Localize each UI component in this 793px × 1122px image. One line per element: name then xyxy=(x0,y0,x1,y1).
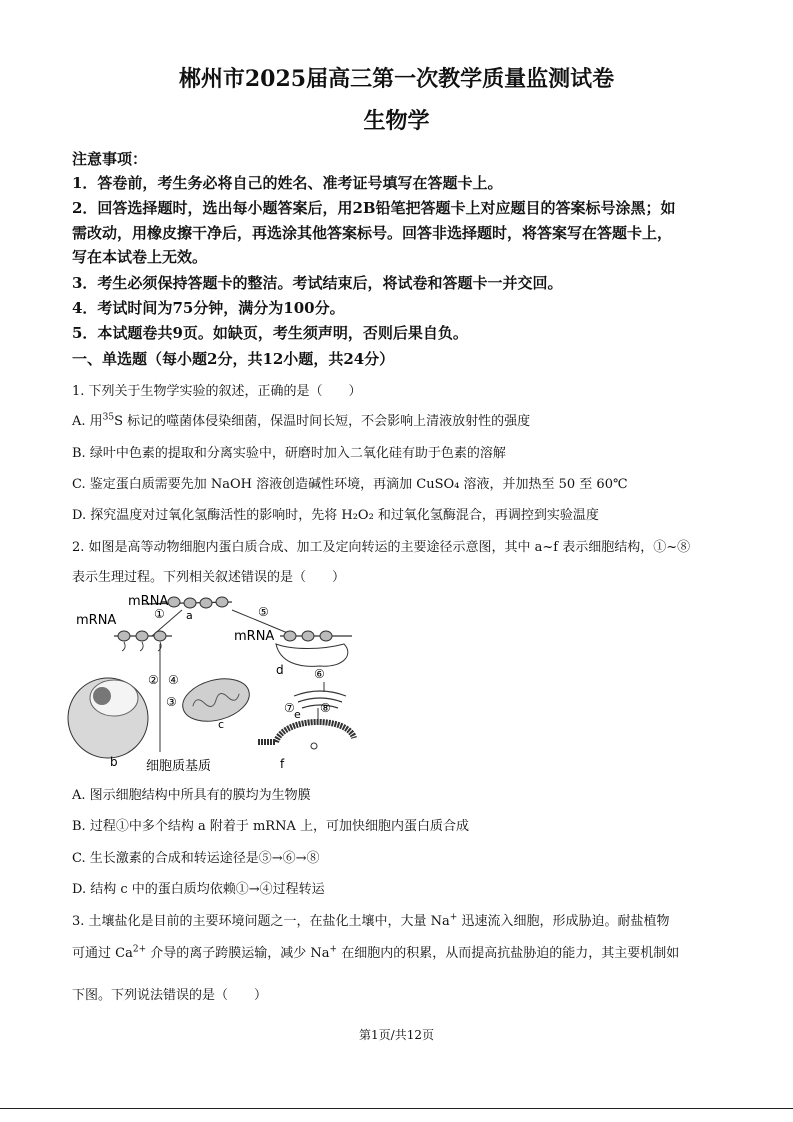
label-process-8: ⑧ xyxy=(320,701,331,715)
cell-membrane-f xyxy=(258,722,354,742)
notice-heading: 注意事项： xyxy=(72,150,148,168)
q3-line3: 下图。下列说法错误的是（ ） xyxy=(72,988,268,1003)
exam-title: 郴州市2025届高三第一次教学质量监测试卷 xyxy=(178,66,615,92)
er-structure-d xyxy=(276,644,348,666)
q2-option-c: C. 生长激素的合成和转运途径是⑤→⑥→⑧ xyxy=(72,851,320,866)
label-mrna-left: mRNA xyxy=(76,613,117,628)
q1-option-a xyxy=(72,410,530,429)
page-bottom-divider xyxy=(0,1108,793,1109)
label-b: b xyxy=(110,755,118,769)
q1-option-c: C. 鉴定蛋白质需要先加 NaOH 溶液创造碱性环境，再滴加 CuSO₄ 溶液，并加热至 50 至 60℃ xyxy=(72,477,628,492)
q3-line2 xyxy=(72,942,679,961)
notice-item: 5．本试题卷共9页。如缺页，考生须声明，否则后果自负。 xyxy=(72,324,468,342)
protein-transport-diagram xyxy=(62,588,362,778)
q3-line1-superscript: + xyxy=(449,912,458,923)
subject-title: 生物学 xyxy=(363,108,430,134)
label-mrna-right: mRNA xyxy=(234,629,275,644)
q1-a-text: S 标记的噬菌体侵染细菌，保温时间长短，不会影响上清液放射性的强度 xyxy=(114,414,531,429)
q3-line2-superscript2: + xyxy=(329,944,338,955)
label-mrna-top: mRNA xyxy=(128,594,169,609)
label-process-5: ⑤ xyxy=(258,605,269,619)
q2-option-d: D. 结构 c 中的蛋白质均依赖①→④过程转运 xyxy=(72,882,325,897)
q3-line1-text: 3. 土壤盐化是目前的主要环境问题之一，在盐化土壤中，大量 Na xyxy=(72,914,450,929)
q3-line2-superscript: 2+ xyxy=(132,944,147,955)
q1-stem: 1. 下列关于生物学实验的叙述，正确的是（ ） xyxy=(72,384,362,399)
page-number: 第1页/共12页 xyxy=(359,1028,434,1042)
q2-option-a: A. 图示细胞结构中所具有的膜均为生物膜 xyxy=(72,788,311,803)
label-c: c xyxy=(218,718,225,731)
q2-stem-line1: 2. 如图是高等动物细胞内蛋白质合成、加工及定向转运的主要途径示意图，其中 a~f 表示细胞结构，①~⑧ xyxy=(72,540,691,555)
q1-a-prefix: A. 用 xyxy=(72,414,103,429)
section-heading: 一、单选题（每小题2分，共12小题，共24分） xyxy=(72,350,395,368)
ribosomes-left xyxy=(118,631,166,641)
q3-line2-text-end: 在细胞内的积累，从而提高抗盐胁迫的能力，其主要机制如 xyxy=(337,946,680,961)
q3-line2-text-mid: 介导的离子跨膜运输，减少 Na xyxy=(146,946,330,961)
label-process-2: ② xyxy=(148,673,159,687)
q1-option-b: B. 绿叶中色素的提取和分离实验中，研磨时加入二氧化硅有助于色素的溶解 xyxy=(72,446,506,461)
q3-line1 xyxy=(72,910,669,929)
q2-option-b: B. 过程①中多个结构 a 附着于 mRNA 上，可加快细胞内蛋白质合成 xyxy=(72,819,469,834)
label-process-7: ⑦ xyxy=(284,701,295,715)
q3-line2-text: 可通过 Ca xyxy=(72,946,133,961)
q1-a-superscript: 35 xyxy=(102,412,115,423)
label-process-4: ④ xyxy=(168,673,179,687)
ribosomes-right xyxy=(284,631,332,641)
label-f: f xyxy=(280,757,285,771)
label-a: a xyxy=(186,609,193,622)
q3-line1-text-end: 迅速流入细胞，形成胁迫。耐盐植物 xyxy=(457,914,670,929)
label-cytosol: 细胞质基质 xyxy=(146,759,212,774)
notice-item: 4．考试时间为75分钟，满分为100分。 xyxy=(72,299,345,317)
notice-item: 2．回答选择题时，选出每小题答案后，用2B铅笔把答题卡上对应题目的答案标号涂黑；如 xyxy=(72,199,676,217)
notice-item: 1．答卷前，考生务必将自己的姓名、准考证号填写在答题卡上。 xyxy=(72,174,503,192)
label-process-1: ① xyxy=(154,607,165,621)
notice-item: 3．考生必须保持答题卡的整洁。考试结束后，将试卷和答题卡一并交回。 xyxy=(72,274,563,292)
q2-stem-line2: 表示生理过程。下列相关叙述错误的是（ ） xyxy=(72,570,346,585)
label-d: d xyxy=(276,663,284,677)
q1-option-d: D. 探究温度对过氧化氢酶活性的影响时，先将 H₂O₂ 和过氧化氢酶混合，再调控到实验温度 xyxy=(72,508,599,523)
label-process-3: ③ xyxy=(166,695,177,709)
label-e: e xyxy=(294,708,301,721)
notice-item: 需改动，用橡皮擦干净后，再选涂其他答案标号。回答非选择题时，将答案写在答题卡上， xyxy=(72,224,673,242)
label-process-6: ⑥ xyxy=(314,667,325,681)
notice-item: 写在本试卷上无效。 xyxy=(72,248,208,266)
